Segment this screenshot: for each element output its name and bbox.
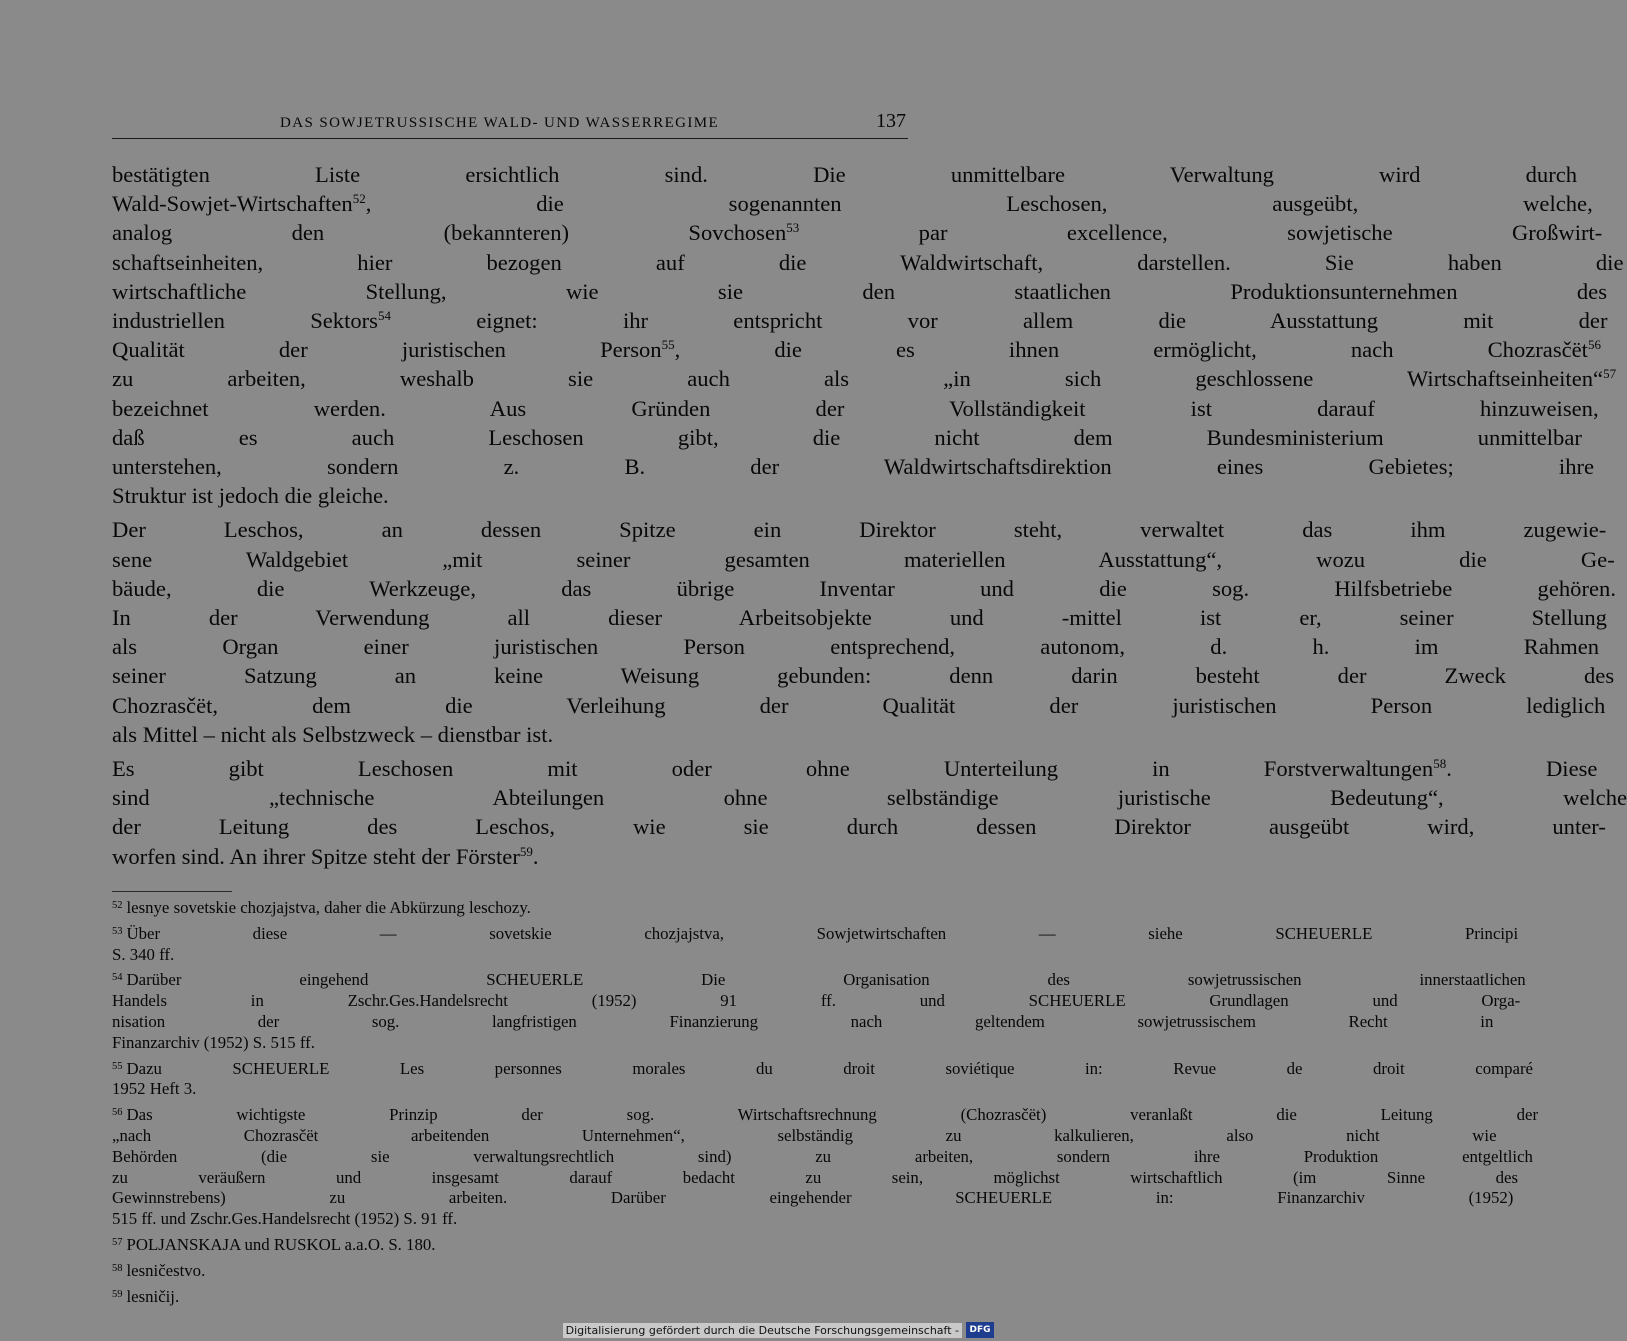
- footnote-text: S. 340 ff.: [112, 944, 175, 964]
- text-line: [112, 452, 1595, 481]
- footnote-line: [112, 1058, 1534, 1080]
- line-text: , die sogenannten Leschosen, ausgeübt, welche,: [365, 191, 1593, 217]
- text-line: [112, 574, 1616, 603]
- body-text: [112, 160, 1627, 871]
- line-text: der Leitung des Leschos, wie sie durch dessen Direktor ausgeübt wird, unter-: [112, 814, 1606, 840]
- footnote-line: [112, 923, 1519, 945]
- footnote-line: [112, 1167, 1519, 1189]
- text-line: [112, 189, 1593, 218]
- line-text: bäude, die Werkzeuge, das übrige Inventar und die sog. Hilfsbetriebe gehören.: [112, 575, 1616, 601]
- footnote-ref: 57: [1603, 366, 1617, 382]
- footnote: [112, 923, 1519, 966]
- footnote-line: [112, 1209, 908, 1230]
- page-number: 137: [876, 110, 906, 132]
- paragraph: [112, 160, 1624, 510]
- line-text: Der Leschos, an dessen Spitze ein Direktor steht, verwaltet das ihm zugewie-: [112, 517, 1607, 543]
- line-text: schaftseinheiten, hier bezogen auf die Waldwirtschaft, darstellen. Sie haben die: [112, 249, 1624, 275]
- line-text: Qualität der juristischen Person: [112, 337, 662, 363]
- line-text: wirtschaftliche Stellung, wie sie den staatlichen Produktionsunternehmen des: [112, 278, 1607, 304]
- line-text: sene Waldgebiet „mit seiner gesamten materiellen Ausstattung“, wozu die Ge-: [112, 546, 1615, 572]
- line-text: .: [532, 843, 539, 869]
- text-line: [112, 545, 1615, 574]
- line-text: worfen sind. An ihrer Spitze steht der Förster: [112, 843, 520, 869]
- footnote-line: [112, 898, 908, 919]
- footnote-line: [112, 1125, 1497, 1147]
- text-line: [112, 481, 908, 510]
- footnote-ref: 56: [1587, 337, 1601, 353]
- text-line: [112, 160, 1578, 189]
- footnote-number: 58: [112, 1262, 123, 1274]
- footnote-text: nisation der sog. langfristigen Finanzierung nach geltendem sowjetrussischem Recht in: [112, 1011, 1494, 1031]
- text-line: [112, 842, 908, 871]
- footnote-line: [112, 1235, 908, 1256]
- footnote-text: Handels in Zschr.Ges.Handelsrecht (1952) 91 ff. und SCHEUERLE Grundlagen und Orga-: [112, 991, 1521, 1011]
- footnote-number: 54: [112, 972, 123, 984]
- line-text: Struktur ist jedoch die gleiche.: [112, 483, 389, 509]
- footnote-text: lesnye sovetskie chozjajstva, daher die Abkürzung leschozy.: [126, 898, 531, 917]
- footnote-ref: 55: [661, 337, 675, 353]
- footnote-text: Behörden (die sie verwaltungsrechtlich sind) zu arbeiten, sondern ihre Produktion entgeltlich: [112, 1146, 1533, 1166]
- text-line: [112, 783, 1627, 812]
- line-text: eignet: ihr entspricht vor allem die Ausstattung mit der: [390, 308, 1608, 334]
- footnote: [112, 970, 1526, 1053]
- footnote-number: 57: [112, 1236, 123, 1248]
- digitization-credit: Digitalisierung gefördert durch die Deutsche Forschungsgemeinschaft -: [563, 1323, 962, 1338]
- line-text: Wald-Sowjet-Wirtschaften: [112, 191, 353, 217]
- footnote-ref: 52: [352, 191, 366, 207]
- line-text: unterstehen, sondern z. B. der Waldwirtschaftsdirektion eines Gebietes; ihre: [112, 454, 1595, 480]
- footnote-text: 515 ff. und Zschr.Ges.Handelsrecht (1952) S. 91 ff.: [112, 1209, 458, 1229]
- footnote-text: Dazu SCHEUERLE Les personnes morales du droit soviétique in: Revue de droit comparé: [126, 1058, 1534, 1078]
- line-text: industriellen Sektors: [112, 308, 378, 334]
- paragraph: [112, 515, 1616, 749]
- running-head-title: DAS SOWJETRUSSISCHE WALD- UND WASSERREGIME: [280, 115, 720, 131]
- footnote-line: [112, 1011, 1494, 1033]
- text-line: [112, 661, 1615, 690]
- footnote-line: [112, 1105, 1539, 1126]
- text-line: [112, 603, 1607, 632]
- text-line: [112, 632, 1600, 661]
- footnote-line: [112, 1188, 1514, 1209]
- footnote: [112, 898, 908, 919]
- text-line: [112, 394, 1599, 423]
- footnote-number: 52: [112, 900, 123, 911]
- line-text: Es gibt Leschosen mit oder ohne Unterteilung in Forstverwaltungen: [112, 756, 1434, 782]
- line-text: daß es auch Leschosen gibt, die nicht dem Bundesministerium unmittelbar: [112, 424, 1582, 450]
- line-text: zu arbeiten, weshalb sie auch als „in sich geschlossene Wirtschaftseinheiten“: [112, 366, 1604, 392]
- footnote-line: [112, 945, 908, 966]
- text-line: [112, 218, 1603, 247]
- text-line: [112, 364, 1617, 393]
- line-text: seiner Satzung an keine Weisung gebunden: denn darin besteht der Zweck des: [112, 663, 1615, 689]
- footnote-text: lesničestvo.: [126, 1260, 206, 1280]
- footnote: [112, 1287, 908, 1308]
- footnote-text: Das wichtigste Prinzip der sog. Wirtschaftsrechnung (Chozrasčët) veranlaßt die Leitung der: [126, 1105, 1539, 1125]
- footnote-text: Über diese — sovetskie chozjajstva, Sowjetwirtschaften — siehe SCHEUERLE Principi: [126, 923, 1519, 943]
- footnote-text: lesničij.: [126, 1286, 180, 1306]
- text-line: [112, 720, 908, 749]
- footnote-text: Finanzarchiv (1952) S. 515 ff.: [112, 1032, 315, 1052]
- footnotes: [112, 898, 1539, 1312]
- line-text: bestätigten Liste ersichtlich sind. Die unmittelbare Verwaltung wird durch: [112, 162, 1578, 187]
- footnote-line: [112, 1261, 908, 1282]
- text-line: [112, 754, 1598, 783]
- running-head: [112, 112, 908, 139]
- footnote: [112, 1235, 908, 1256]
- footnote: [112, 1261, 908, 1282]
- line-text: , die es ihnen ermöglicht, nach Chozrasčët: [674, 337, 1588, 363]
- text-line: [112, 277, 1607, 306]
- text-line: [112, 335, 1601, 364]
- paragraph: [112, 754, 1627, 871]
- footnote-number: 56: [112, 1107, 123, 1119]
- line-text: analog den (bekannteren) Sovchosen: [112, 220, 787, 246]
- dfg-logo: DFG: [966, 1322, 994, 1338]
- footnote-line: [112, 1287, 908, 1308]
- footnote-number: 53: [112, 925, 123, 937]
- footnote-divider: [112, 891, 232, 892]
- footnote-text: „nach Chozrasčët arbeitenden Unternehmen“, selbständig zu kalkulieren, also nicht wie: [112, 1125, 1497, 1145]
- footnote-text: zu veräußern und insgesamt darauf bedacht zu sein, möglichst wirtschaftlich (im Sinne des: [112, 1167, 1519, 1187]
- footnote-text: 1952 Heft 3.: [112, 1079, 197, 1099]
- footnote-text: Gewinnstrebens) zu arbeiten. Darüber eingehender SCHEUERLE in: Finanzarchiv (1952): [112, 1188, 1514, 1208]
- line-text: sind „technische Abteilungen ohne selbständige juristische Bedeutung“, welche: [112, 785, 1627, 811]
- text-line: [112, 691, 1606, 720]
- text-line: [112, 423, 1582, 452]
- footnote-ref: 54: [377, 308, 391, 324]
- footnote-ref: 58: [1433, 756, 1447, 772]
- line-text: . Diese: [1446, 756, 1598, 782]
- text-line: [112, 515, 1607, 544]
- line-text: Chozrasčët, dem die Verleihung der Qualität der juristischen Person lediglich: [112, 692, 1606, 718]
- footnote-ref: 59: [519, 843, 533, 859]
- text-line: [112, 812, 1606, 841]
- footnote-line: [112, 1079, 908, 1100]
- footnote-text: POLJANSKAJA und RUSKOL a.a.O. S. 180.: [126, 1234, 436, 1254]
- line-text: als Organ einer juristischen Person entsprechend, autonom, d. h. im Rahmen: [112, 634, 1600, 660]
- footnote-number: 59: [112, 1288, 123, 1300]
- footnote-line: [112, 1146, 1533, 1168]
- text-line: [112, 306, 1608, 335]
- footnote-text: Darüber eingehend SCHEUERLE Die Organisation des sowjetrussischen innerstaatlichen: [126, 970, 1526, 990]
- footnote: [112, 1058, 1534, 1101]
- footnote-ref: 53: [786, 220, 800, 236]
- line-text: In der Verwendung all dieser Arbeitsobjekte und -mittel ist er, seiner Stellung: [112, 605, 1607, 631]
- footnote-number: 55: [112, 1060, 123, 1072]
- line-text: bezeichnet werden. Aus Gründen der Vollständigkeit ist darauf hinzuweisen,: [112, 395, 1599, 421]
- footnote-line: [112, 991, 1521, 1012]
- footnote-line: [112, 970, 1526, 991]
- footnote: [112, 1105, 1539, 1230]
- text-line: [112, 248, 1624, 277]
- line-text: par excellence, sowjetische Großwirt-: [799, 220, 1603, 246]
- footnote-line: [112, 1033, 908, 1054]
- line-text: als Mittel – nicht als Selbstzweck – dienstbar ist.: [112, 721, 554, 747]
